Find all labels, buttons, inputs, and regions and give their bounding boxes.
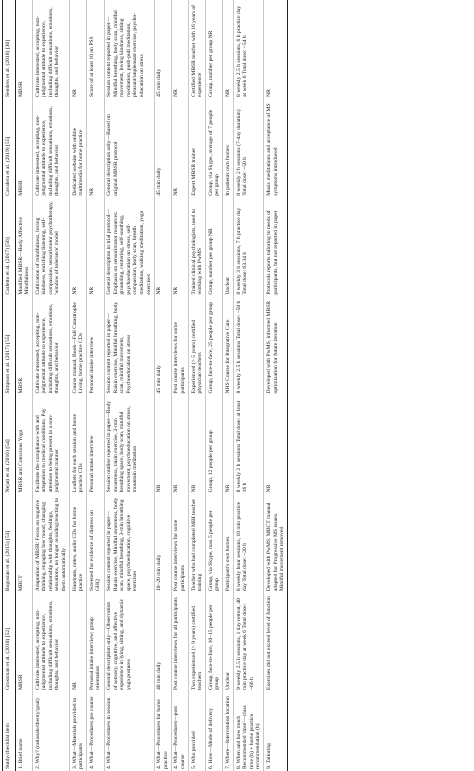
intervention-characteristics-table [2,0,288,771]
table-cell: Two experienced (> 9 years) certified teachers [190,606,204,690]
table-row [16,0,33,771]
checklist-item-label: 5. Who provided [190,731,197,769]
checklist-item-label: 4. What—Procedures for home practice [156,699,169,769]
table-cell: Session content reported in paper—Mindful breathing, body scan, mindful movement, loving kindness, sitting meditation, push-pull meditation, pleasant/unpleasant exercise, psycho-education on stress [106,10,145,97]
table-cell: Group, 12 people per group [207,430,214,493]
table-cell: In patients own homes [224,145,231,196]
column-header-study: Nejati et al. (2016) [54] [5,439,11,493]
table-cell: General description only—Observation of sensory, cognitive, and affective experience in lying, sitting, and dynamic yoga postures [106,598,132,690]
table-cell: Modified MBSR—Body Affective Mindfulness [17,217,31,295]
table-cell: MBSR and Conscious Yoga [17,429,24,493]
table-cell: Personal intake interview; group orientation [88,617,102,690]
table-cell: Unclear [224,672,231,690]
table-cell: Cultivation of mindfulness, loving kindness, enriching listening, self-compassion, sensorimotor psychotherapy, 'window of tolerance' model [34,201,61,295]
table-cell: Protocols reports tailoring to needs of participants, but not reported in paper [265,210,279,295]
table-cell: Experienced (> 5 years) certified physician teachers [190,319,204,394]
table-row [264,0,288,771]
checklist-item-label: 4. What—Procedures—post course [173,706,186,769]
column-header-study: Bogosian et al. (2015) [53] [5,530,11,592]
table-cell: NR [265,484,272,493]
checklist-item-label: 8. When and how much Recommended 'dose'—class time (h) + home practice recommendation (h) [235,705,262,769]
table-cell: Cultivate interested, accepting, non-judgmental attitude to experience, including difficult sensations, emotions, thoughts, and behavior [34,600,61,690]
table-cell: 9 weekly 2.5 h sessions, 1 day retreat, 40 min practice day at week 6 Total dose: ~66 h [235,598,255,690]
table-cell: MBCT [17,575,24,592]
column-header-study: Cavalera et al. (2019) [55] [5,136,11,196]
checklist-item-label: 1. Brief name [17,738,24,769]
column-header-study: Carletto et al. (2017) [56] [5,237,11,295]
table-cell: Exercises did not exceed level of function [265,596,272,690]
table-cell: 8 weekly 2.5 h sessions Total dose: ~50 h [235,300,242,394]
table-cell: MBSR [17,674,24,690]
header-row [3,0,16,771]
table-cell: Group, via Skype, max 5 people per group [207,510,221,592]
table-cell: General description in trial protocol—Emphasis on sensorimotor resources: grounding, centering, self-soothing, psychoeducation on stress, self-compassion, body scan, breath meditation, walking meditation, yoga exercises [106,208,152,295]
column-header-study: Grossman et al. (2010) [52] [5,628,11,690]
table-cell: NR [88,286,95,295]
table-cell: NR [190,484,197,493]
table-cell: NR [224,89,231,97]
table-cell: Group, face-to-face, 10–15 people per group [207,604,221,690]
table-header [3,0,16,771]
table-row [87,0,104,771]
table-cell: Post course interviews for some participants [173,322,186,394]
table-cell: Cultivate interested, accepting, non-judgmental attitude to experience, including difficult sensations, emotions, thoughts, and behavior [34,7,61,97]
table-cell: NR [156,484,163,493]
table-row [70,0,87,771]
table-cell: Dedicated website with online multimedia for home practice [71,127,85,196]
table-cell: 8 weekly 2 h sessions (7-day duration) Total dose: ~50 h [235,109,249,196]
table-cell: Handouts, notes, audio CDs for home practice [71,506,85,592]
table-cell: Group, via Skype, average of 7 people per group [207,109,221,196]
checklist-item-label: 2. Why? (rationale/theory/goal) [34,698,41,769]
table-cell: MBSR [17,180,24,196]
checklist-item-label: 9. Tailoring [265,743,272,769]
table-cell: 10–20 min daily [156,554,163,592]
table-cell: Teacher who had completed MBI teacher training [190,498,204,592]
table-cell: 45 min daily [156,167,163,196]
table-cell: 45 min daily [156,365,163,394]
table-cell: General description only—Based on original MBSR protocol [106,114,119,196]
table-cell: Developed with PwMS. MBCT manual adapted for Progressive MS issues. Mindful movement removed [265,502,286,592]
checklist-item-label: 4. What—Procedures in session [106,697,113,769]
table-cell: NR [88,188,95,196]
table-cell: Music meditations and acceptance of MS symptoms introduced [265,103,279,196]
table-row [171,0,188,771]
table-cell: NR [173,286,180,295]
table-cell: Group, number per group NR [207,228,214,295]
table-cell: 8 weekly 2 h sessions Total dose: at least 16 h [235,400,249,493]
table-cell: 8 weekly hour sessions, 10 min practice day Total dose: ~20 h [235,501,249,592]
table-cell: NR [156,286,163,295]
column-header-study: Simpson et al. (2017) [55] [5,334,11,394]
checklist-item-label: 4. What—Procedures pre course [88,696,95,769]
checklist-item-label: 3. What—Materials provided to participants [71,697,85,769]
checklist-item-label: 7. Where—Intervention location [224,696,231,769]
table-row [154,0,171,771]
table-cell: Group, number per group NR [207,30,214,97]
table-row [206,0,223,771]
table-cell: 8 weekly 3 h sessions, 7 h practice day Total dose: 63.34 h [235,207,249,295]
table-cell: Unclear [224,276,231,295]
table-cell: NHS Course for Integrative Care [224,319,231,394]
table-cell: Screened for evidence of distress on GHQ [88,510,102,592]
table-cell: NR [71,682,78,690]
table-cell: NR [224,484,231,493]
table-cell: Trained clinical psychologists, used to working with PwMS [190,208,204,295]
table-body [16,0,288,771]
table-cell: NR [173,484,180,493]
table-cell: Cultivate interested, accepting, non-judgmental attitude to experience, including difficult sensations, emotions, thoughts, and behavior [34,303,61,394]
table-cell: 8 weekly 2.5 h sessions, 6 h practice day at week 6 Total dose: ~54 h [235,5,249,97]
table-cell: Session content reported in paper—Raisin exercise, Mindful breathing, body scan, mindful movement, Psychoeducation on stress [106,301,132,394]
table-cell: Developed with PwMS, informed MBSR optimization for future iteration [265,301,279,394]
table-cell: Post course interviews for some participants [173,519,186,592]
table-cell: Post course interviews for all participants [173,597,180,690]
table-cell: Course manual, Book—Full Catastrophe Living, home practice CDs [71,302,85,394]
table-cell: Participant's own homes [224,536,231,592]
table-row [234,0,264,771]
table-cell: NR [71,89,78,97]
table-cell: Certified MBSR teacher with 16 years of experience [190,4,204,97]
table-cell: Adaptation of MBSR: Focus on negative thinking, engaging low mood, changing relationship with thoughts, feelings, sensations, no longer avoiding/reacting to them automatically [34,497,68,592]
column-header-item: Study/checklist item [5,723,11,769]
table-row [223,0,234,771]
checklist-item-label: 6. How—Mode of delivery [207,708,214,769]
table-cell: NR [265,89,272,97]
table-cell: 40 min daily [156,661,163,690]
table-cell: Personal intake interview [88,435,95,493]
table-cell: NR [173,89,180,97]
table-cell: Personal intake interview [88,336,95,394]
table-cell: Group, face-to-face, 25 people per group [207,301,214,394]
table-cell: MBSR [17,81,24,97]
table-cell: 45 min daily [156,68,163,97]
table-cell: Session content reported in paper—Raisin exercise, Mindful awareness, body scan, mindful breathing, 3-min breathing space, psychoeducation, cognitive exercises [106,497,139,592]
table-cell: NR [173,188,180,196]
table-cell: NR [71,286,78,295]
table-cell: Cultivate interested, accepting, non-judgmental attitude to experience, including difficult sensations, emotions, thoughts, and behavior [34,106,61,196]
column-header-study: Senders et al. (2018) [30] [5,39,11,97]
table-row [33,0,70,771]
table-row [104,0,154,771]
table-cell: Score of at least 10 on PSS [88,36,95,97]
table-cell: Session outline reported in paper—Body awareness, raisin exercise, 3-min breathing space, body scan, mindful movement, psychoeducation on stress, mountain meditation [106,400,139,493]
table-cell: MBSR [17,377,24,394]
table-cell: Facilitate the compliance with and adaptation to medical conditions. Pay attention to being present in a non-judgmental manner [34,408,61,493]
table-row [189,0,206,771]
table-cell: Leaflets for each session and home practice CDs [71,413,85,493]
table-cell: Expert MBSR trainer [190,147,197,196]
